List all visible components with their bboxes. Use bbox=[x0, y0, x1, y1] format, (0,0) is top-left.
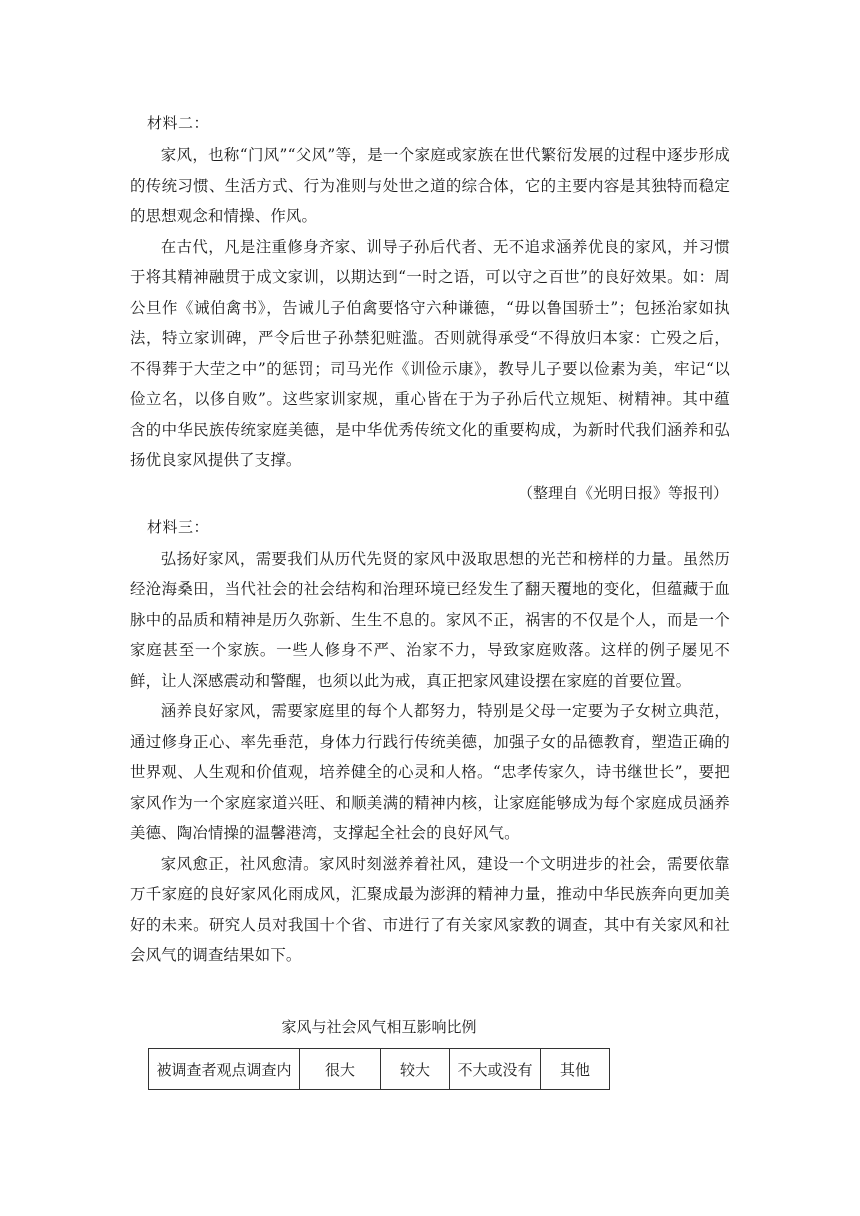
table-header-cell: 很大 bbox=[300, 1049, 381, 1090]
section-3-paragraph-2: 涵养良好家风，需要家庭里的每个人都努力，特别是父母一定要为子女树立典范，通过修身正心、率先垂范，身体力行践行传统美德，加强子女的品德教育，塑造正确的世界观、人生观和价值观，培养健全的心灵和人格。“忠孝传家久，诗书继世长”，要把家风作为一个家庭家道兴旺、和顺美满的精神内核，让家庭能够成为每个家庭成员涵养美德、陶冶情操的温馨港湾，支撑起全社会的良好风气。 bbox=[130, 702, 730, 842]
table-header-cell: 不大或没有 bbox=[450, 1049, 541, 1090]
document-body bbox=[130, 106, 730, 971]
section-3-label: 材料三： bbox=[147, 517, 210, 536]
table-header-cell: 其他 bbox=[541, 1049, 610, 1090]
section-2-paragraph-2: 在古代，凡是注重修身齐家、训导子孙后代者、无不追求涵养优良的家风，并习惯于将其精神融贯于成文家训，以期达到“一时之语，可以守之百世”的良好效果。如：周公旦作《诫伯禽书》，告诫儿子伯禽要恪守六种谦德，“毋以鲁国骄士”；包拯治家如执法，特立家训碑，严令后世子孙禁犯赃滥。否则就得承受“不得放归本家：亡殁之后，不得葬于大茔之中”的惩罚；司马光作《训俭示康》，教导儿子要以俭素为美，牢记“以俭立名，以侈自败”。这些家训家规，重心皆在于为子孙后代立规矩、树精神。其中蕴含的中华民族传统家庭美德，是中华优秀传统文化的重要构成，为新时代我们涵养和弘扬优良家风提供了支撑。 bbox=[130, 237, 730, 469]
table-header-cell: 被调查者观点调查内 bbox=[149, 1049, 300, 1090]
section-2-paragraph-1: 家风，也称“门风”“父风”等，是一个家庭或家族在世代繁衍发展的过程中逐步形成的传统习惯、生活方式、行为准则与处世之道的综合体，它的主要内容是其独特而稳定的思想观念和情操、作风。 bbox=[130, 146, 730, 225]
survey-table bbox=[148, 1048, 610, 1090]
table-caption: 家风与社会风气相互影响比例 bbox=[281, 1018, 477, 1036]
section-2-label: 材料二： bbox=[147, 114, 210, 132]
section-3-paragraph-1: 弘扬好家风，需要我们从历代先贤的家风中汲取思想的光芒和榜样的力量。虽然历经沧海桑田，当代社会的社会结构和治理环境已经发生了翻天覆地的变化，但蕴藏于血脉中的品质和精神是历久弥新、生生不息的。家风不正，祸害的不仅是个人，而是一个家庭甚至一个家族。一些人修身不严、治家不力，导致家庭败落。这样的例子屡见不鲜，让人深感震动和警醒，也须以此为戒，真正把家风建设摆在家庭的首要位置。 bbox=[130, 549, 730, 690]
section-2-source: （整理自《光明日报》等报刊） bbox=[517, 483, 728, 502]
table-header-row bbox=[149, 1049, 610, 1090]
table-header-cell: 较大 bbox=[381, 1049, 450, 1090]
section-3-paragraph-3: 家风愈正，社风愈清。家风时刻滋养着社风，建设一个文明进步的社会，需要依靠万千家庭的良好家风化雨成风，汇聚成最为澎湃的精神力量，推动中华民族奔向更加美好的未来。研究人员对我国十个省、市进行了有关家风家教的调查，其中有关家风和社会风气的调查结果如下。 bbox=[130, 854, 730, 964]
